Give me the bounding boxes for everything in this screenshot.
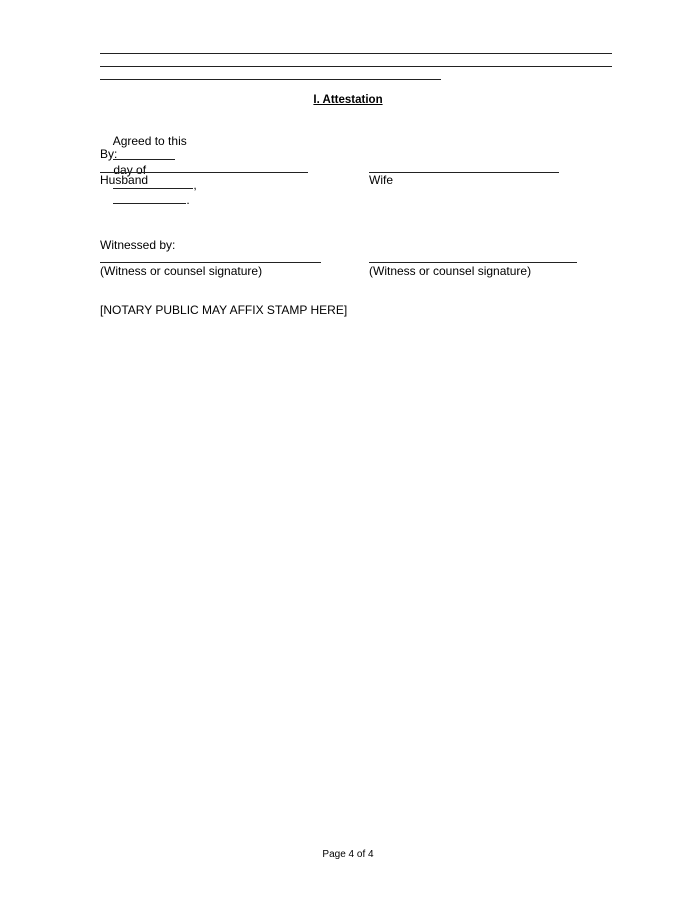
agreement-prefix: Agreed to this	[112, 134, 187, 148]
blank-line-1	[100, 53, 612, 54]
blank-line-2	[100, 66, 612, 67]
section-title: I. Attestation	[313, 94, 383, 106]
witness-label-right: (Witness or counsel signature)	[369, 264, 532, 278]
husband-label: Husband	[100, 173, 149, 187]
wife-label: Wife	[369, 173, 393, 187]
agreement-comma: ,	[193, 178, 197, 192]
agreement-line	[100, 120, 197, 221]
witness-label-left: (Witness or counsel signature)	[100, 264, 263, 278]
agreement-mid: day of	[113, 163, 147, 177]
wife-signature-line[interactable]	[369, 172, 559, 173]
notary-note: [NOTARY PUBLIC MAY AFFIX STAMP HERE]	[100, 303, 348, 317]
day-blank[interactable]	[113, 148, 175, 160]
by-label: By:	[100, 147, 118, 161]
year-blank[interactable]	[113, 192, 186, 204]
witnessed-by-label: Witnessed by:	[100, 238, 176, 252]
agreement-end: .	[186, 193, 190, 207]
witness-signature-line-right[interactable]	[369, 262, 577, 263]
page-footer: Page 4 of 4	[322, 849, 374, 860]
blank-line-3	[100, 79, 441, 80]
witness-signature-line-left[interactable]	[100, 262, 321, 263]
